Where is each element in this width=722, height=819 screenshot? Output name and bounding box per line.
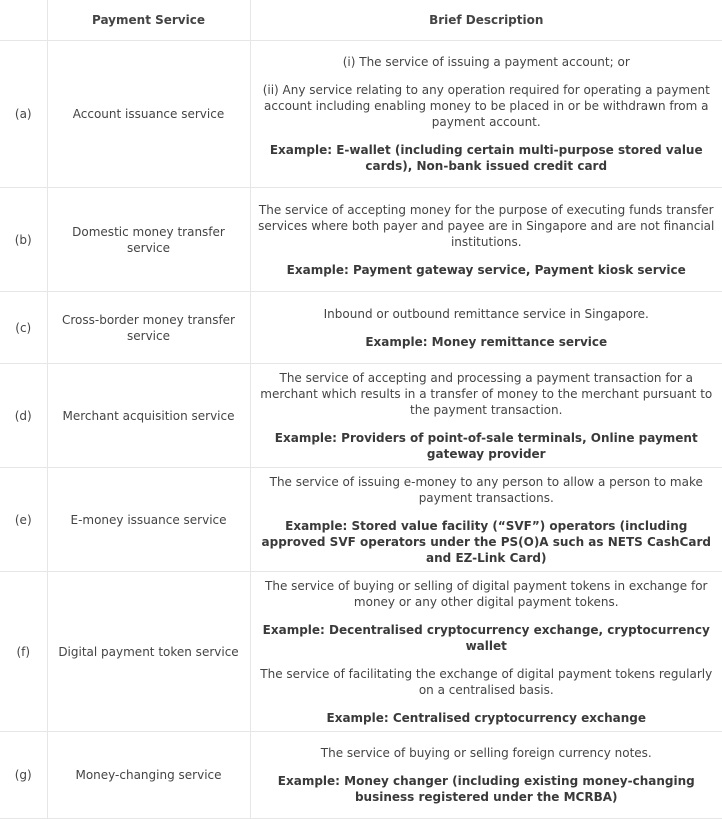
row-description <box>250 364 722 468</box>
table-row <box>0 468 722 572</box>
row-service-name: Cross-border money transfer service <box>47 292 250 364</box>
row-description <box>250 468 722 572</box>
row-service-name: Digital payment token service <box>47 572 250 732</box>
description-example: Example: Money remittance service <box>365 334 608 349</box>
header-brief-description: Brief Description <box>250 0 722 41</box>
row-description <box>250 572 722 732</box>
row-index: (c) <box>0 292 47 364</box>
row-description <box>250 188 722 292</box>
description-paragraph: Inbound or outbound remittance service in Singapore. <box>323 306 649 321</box>
description-paragraph: (ii) Any service relating to any operation required for operating a payment account including enabling money to be placed in or be withdrawn from a payment account. <box>262 83 710 129</box>
description-paragraph: The service of issuing e-money to any person to allow a person to make payment transactions. <box>269 474 703 505</box>
description-example: Example: E-wallet (including certain multi-purpose stored value cards), Non-bank issued credit card <box>269 143 703 173</box>
row-index: (e) <box>0 468 47 572</box>
header-payment-service: Payment Service <box>47 0 250 41</box>
row-description <box>250 41 722 188</box>
description-paragraph: The service of accepting and processing a payment transaction for a merchant which results in a transfer of money to the merchant pursuant to the payment transaction. <box>260 370 713 417</box>
table-row <box>0 364 722 468</box>
row-description <box>250 292 722 364</box>
description-example: Example: Stored value facility (“SVF”) operators (including approved SVF operators under the PS(O)A such as NETS CashCard and EZ-Link Card) <box>261 518 711 565</box>
table-row <box>0 188 722 292</box>
row-index: (g) <box>0 732 47 819</box>
description-example: Example: Decentralised cryptocurrency exchange, cryptocurrency wallet <box>262 622 710 653</box>
row-description <box>250 732 722 819</box>
table-row <box>0 572 722 732</box>
description-paragraph: The service of facilitating the exchange of digital payment tokens regularly on a centralised basis. <box>260 666 713 697</box>
header-index <box>0 0 47 41</box>
table-header-row <box>0 0 722 41</box>
description-paragraph: The service of buying or selling foreign currency notes. <box>320 746 652 760</box>
description-example: Example: Providers of point-of-sale terminals, Online payment gateway provider <box>274 430 698 461</box>
table-row <box>0 41 722 188</box>
row-service-name: Account issuance service <box>47 41 250 188</box>
row-service-name: E-money issuance service <box>47 468 250 572</box>
description-example: Example: Centralised cryptocurrency exchange <box>326 710 646 725</box>
row-index: (f) <box>0 572 47 732</box>
description-paragraph: (i) The service of issuing a payment account; or <box>342 55 630 69</box>
description-paragraph: The service of accepting money for the purpose of executing funds transfer services where both payer and payee are in Singapore and are not financial institutions. <box>258 202 715 249</box>
row-index: (d) <box>0 364 47 468</box>
table-row <box>0 292 722 364</box>
row-service-name: Merchant acquisition service <box>47 364 250 468</box>
description-example: Example: Money changer (including existing money-changing business registered under the MCRBA) <box>277 774 695 804</box>
row-index: (a) <box>0 41 47 188</box>
description-example: Example: Payment gateway service, Payment kiosk service <box>286 262 686 277</box>
row-service-name: Domestic money transfer service <box>47 188 250 292</box>
row-index: (b) <box>0 188 47 292</box>
table-row <box>0 732 722 819</box>
description-paragraph: The service of buying or selling of digital payment tokens in exchange for money or any other digital payment tokens. <box>265 578 708 609</box>
row-service-name: Money-changing service <box>47 732 250 819</box>
